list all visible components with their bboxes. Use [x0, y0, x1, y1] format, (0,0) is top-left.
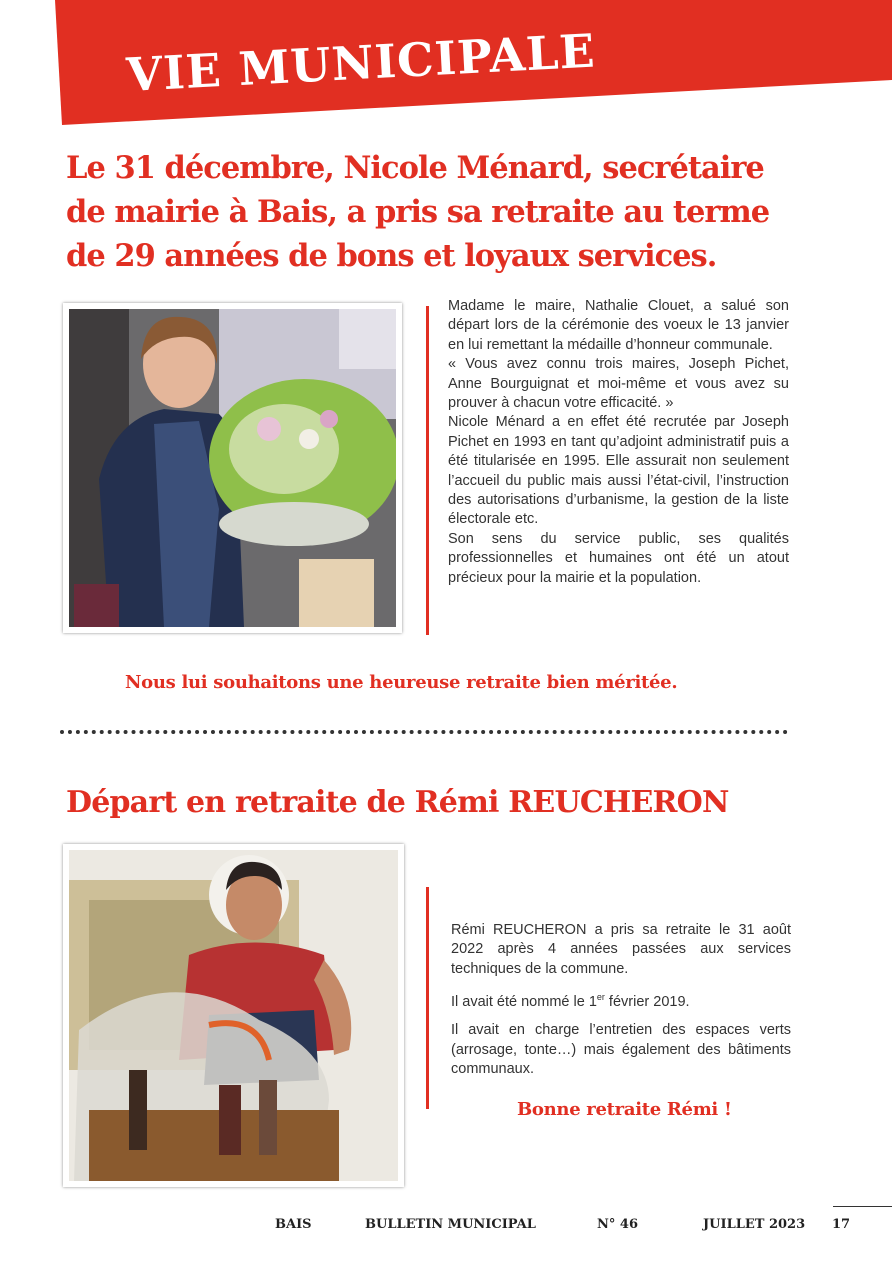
photo-remi-reucheron [63, 844, 404, 1187]
article1-paragraph-1: Madame le maire, Nathalie Clouet, a salué son départ lors de la cérémonie des voeux le 13 janvier en lui remettant la médaille d’honneur communale. [448, 298, 789, 353]
article1-vertical-rule [426, 306, 429, 635]
article2-date-text-end: février 2019. [604, 994, 690, 1011]
article2-paragraph-3: Il avait en charge l’entretien des espaces verts (arrosage, tonte…) mais également des bâtiments communaux. [451, 1022, 791, 1078]
article1-paragraph-2: « Vous avez connu trois maires, Joseph Pichet, Anne Bourguignat et moi-même et vous avez su prouver à chacun votre efficacité. » [448, 356, 789, 412]
article2-vertical-rule [426, 887, 429, 1109]
section-title-banner: VIE MUNICIPALE [125, 23, 597, 102]
footer-rule [833, 1206, 892, 1207]
article1-wish: Nous lui souhaitons une heureuse retraite bien méritée. [125, 672, 678, 693]
footer-town: BAIS [275, 1217, 312, 1232]
article2-paragraph-1: Rémi REUCHERON a pris sa retraite le 31 août 2022 après 4 années passées aux services techniques de la commune. [451, 922, 791, 977]
article2-date-text: Il avait été nommé le 1 [451, 994, 597, 1011]
article1-paragraph-4: Son sens du service public, ses qualités professionnelles et humaines ont été un atout précieux pour la mairie et la population. [448, 530, 789, 586]
footer-publication: BULLETIN MUNICIPAL [365, 1217, 536, 1232]
article2-date-superscript: er [596, 992, 605, 1003]
photo-gift-basket-image [69, 850, 398, 1181]
article2-body [451, 921, 791, 1080]
dotted-separator [60, 730, 788, 734]
article1-paragraph-3: Nicole Ménard a en effet été recrutée par Joseph Pichet en 1993 en tant qu’adjoint administratif puis a été titularisée en 1995. Elle assurait non seulement l’accueil du public mais aussi l’état-civil, l’instruction des autorisations d’urbanisme, la gestion de la liste électorale etc. [448, 414, 789, 528]
footer-page-number: 17 [832, 1217, 851, 1232]
article2-wish: Bonne retraite Rémi ! [517, 1099, 732, 1120]
header-banner [0, 0, 892, 125]
article-headline: Le 31 décembre, Nicole Ménard, secrétaire de mairie à Bais, a pris sa retraite au terme de 29 années de bons et loyaux services. [66, 150, 770, 274]
footer-issue: N° 46 [597, 1217, 638, 1232]
footer-date: JUILLET 2023 [703, 1217, 806, 1232]
article2-paragraph-2 [451, 988, 791, 1012]
article2-title: Départ en retraite de Rémi REUCHERON [66, 785, 729, 820]
article1-body [448, 297, 789, 588]
photo-nicole-menard [63, 303, 402, 633]
photo-retirement-ceremony-image [69, 309, 396, 627]
